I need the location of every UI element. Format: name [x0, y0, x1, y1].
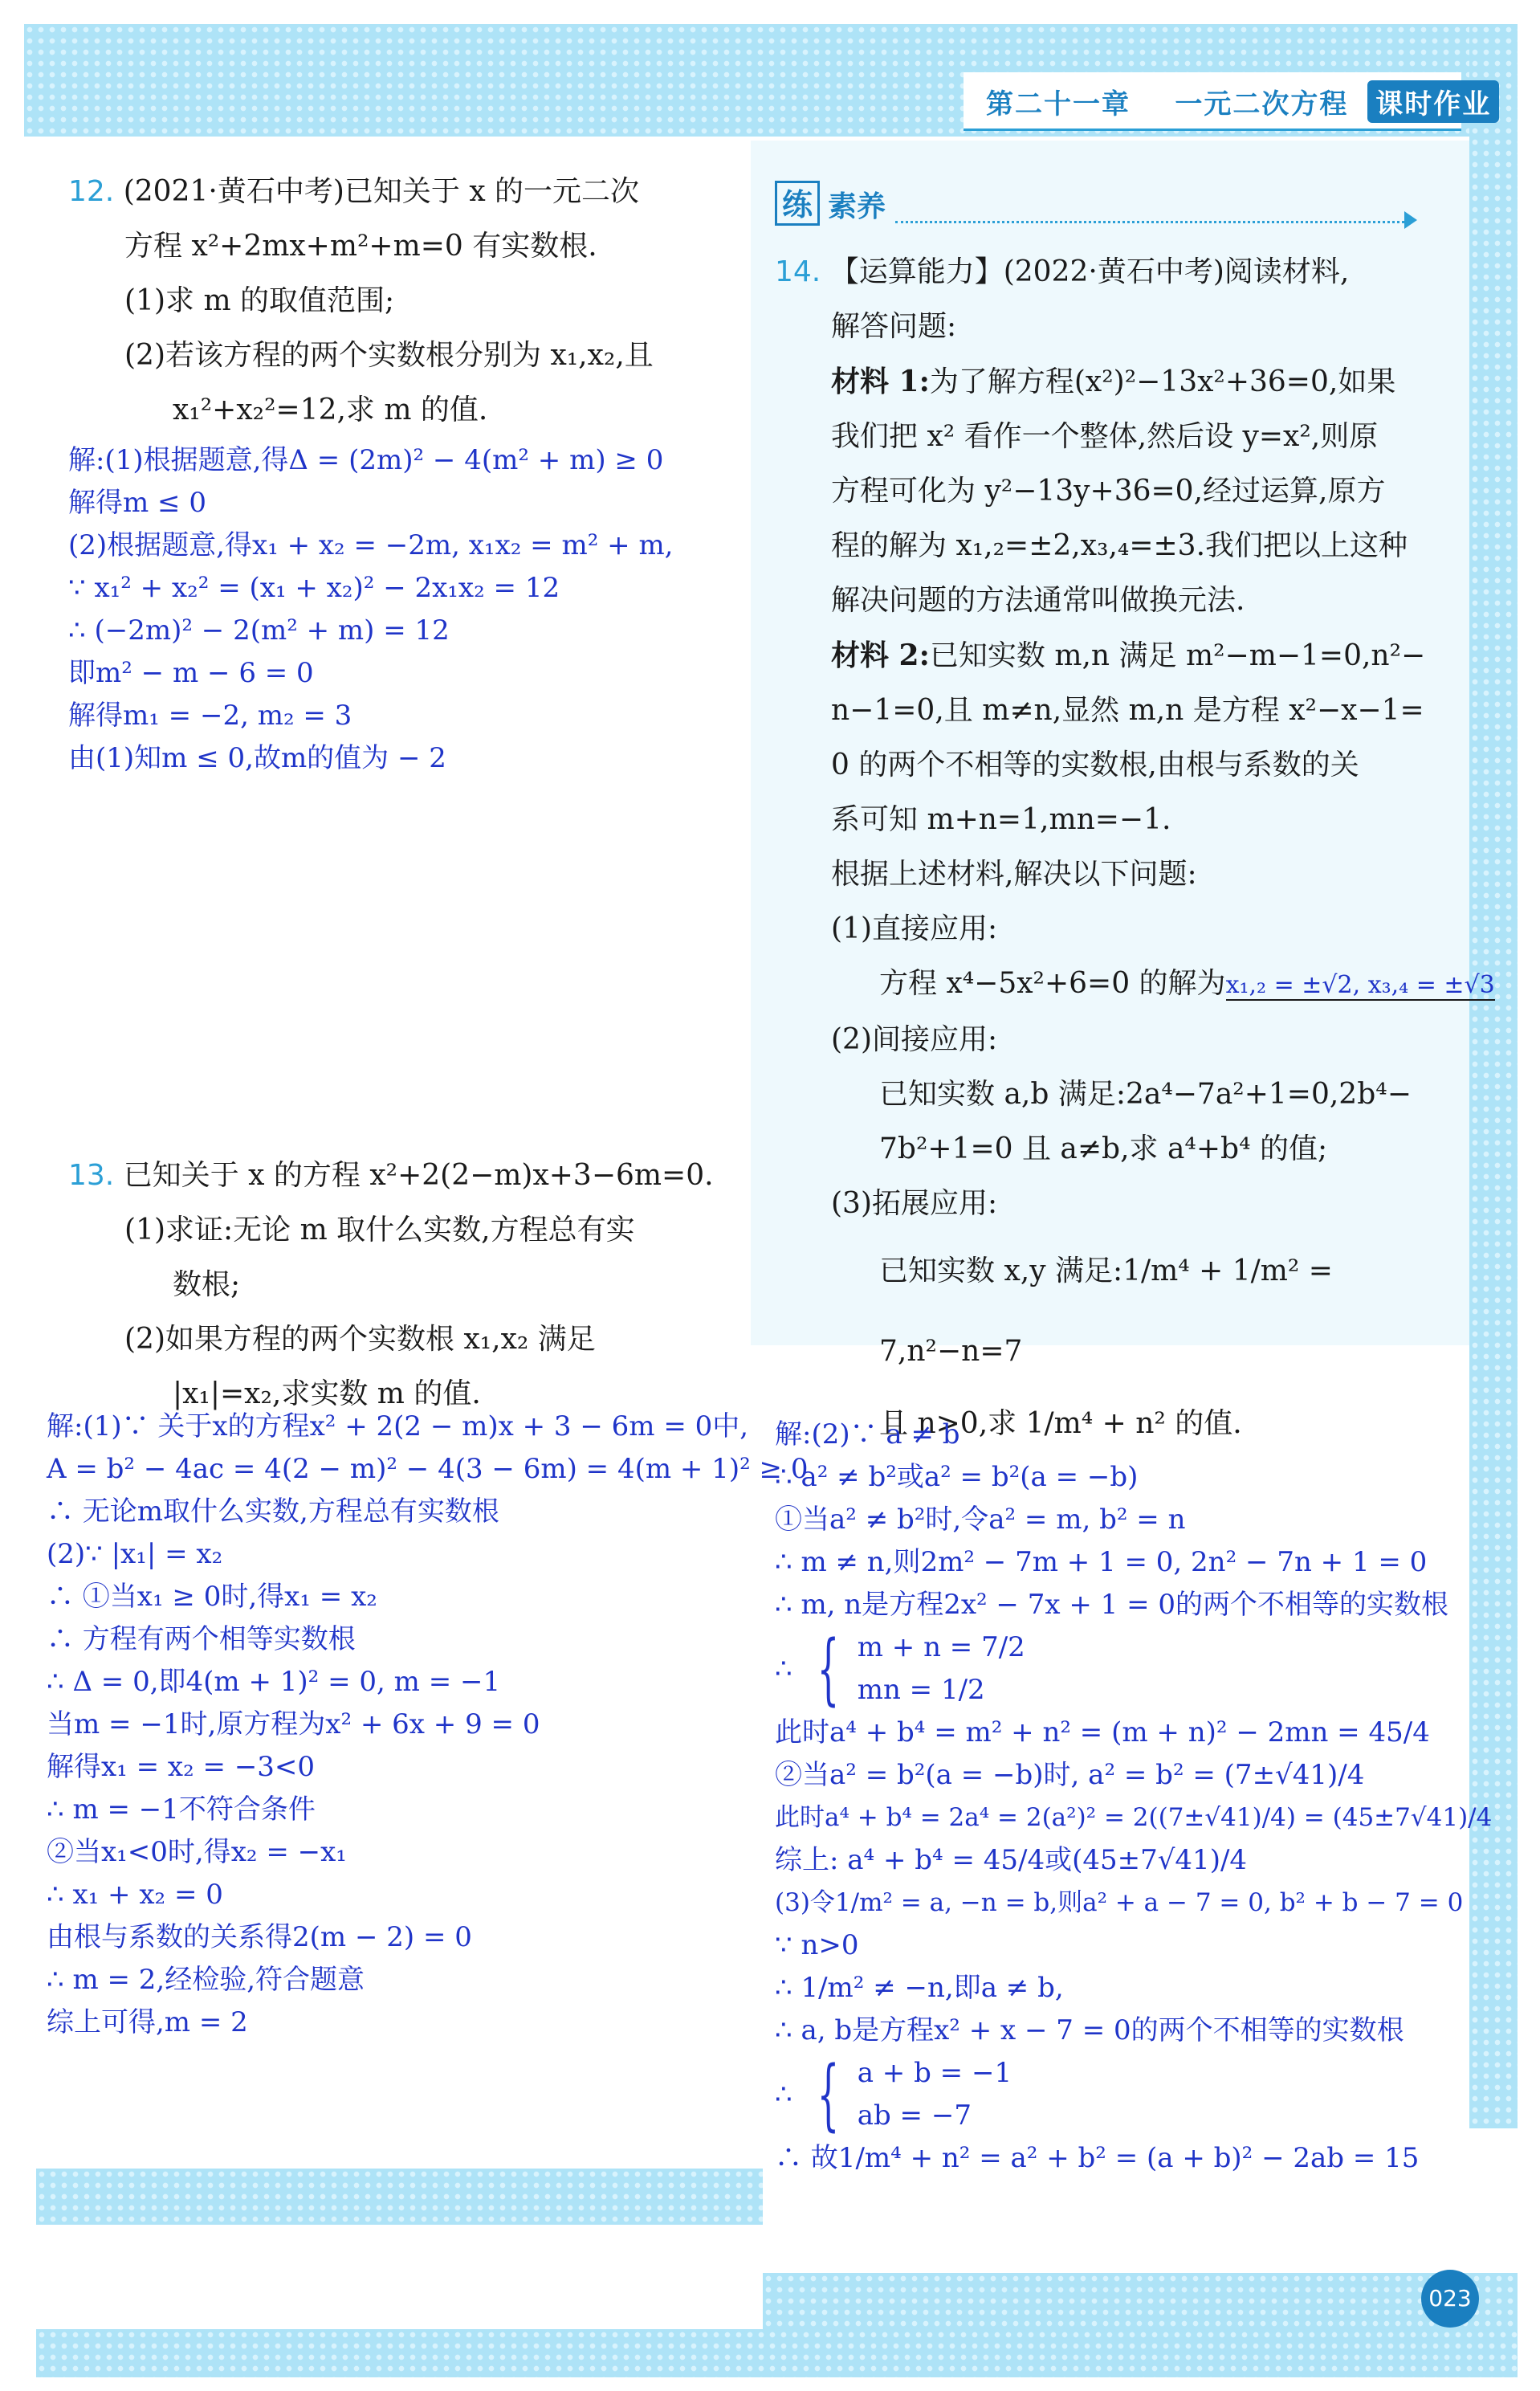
solution-line: ②当x₁<0时,得x₂ = −x₁	[47, 1836, 347, 1868]
question-12	[68, 165, 743, 780]
practice-icon: 练	[775, 181, 820, 226]
solution-line: ∴ m = 2,经检验,符合题意	[47, 1964, 365, 1996]
material-2-line: n−1=0,且 m≠n,显然 m,n 是方程 x²−x−1=	[831, 694, 1424, 727]
question-number: 13.	[68, 1159, 115, 1192]
solution-line: ∴ 1/m² ≠ −n,即a ≠ b,	[775, 1972, 1064, 2004]
brace-symbol: {	[817, 1624, 839, 1714]
solution-line: ∵ x₁² + x₂² = (x₁ + x₂)² − 2x₁x₂ = 12	[68, 572, 560, 604]
material-1-line: 我们把 x² 看作一个整体,然后设 y=x²,则原	[831, 420, 1379, 453]
solution-line: ①当a² ≠ b²时,令a² = m, b² = n	[775, 1504, 1186, 1536]
solution-line: ∵ n>0	[775, 1929, 859, 1961]
chapter-label: 第二十一章	[986, 88, 1131, 120]
solution-line: (2)根据题意,得x₁ + x₂ = −2m, x₁x₂ = m² + m,	[68, 529, 674, 561]
question-number: 14.	[775, 255, 821, 288]
section-divider	[895, 221, 1409, 223]
question-part-2-cont: x₁²+x₂²=12,求 m 的值.	[173, 394, 488, 426]
part-1-text: 方程 x⁴−5x²+6=0 的解为	[879, 967, 1226, 1000]
solution-line: ∴ 故1/m⁴ + n² = a² + b² = (a + b)² − 2ab = 15	[775, 2142, 1420, 2174]
solution-line: 解得m₁ = −2, m₂ = 3	[68, 700, 352, 732]
solution-line: ②当a² = b²(a = −b)时, a² = b² = (7±√41)/4	[775, 1759, 1365, 1791]
solution-line: ∴ a, b是方程x² + x − 7 = 0的两个不相等的实数根	[775, 2014, 1404, 2046]
page-number: 023	[1421, 2270, 1479, 2328]
solution-line: 解:(1)∵ 关于x的方程x² + 2(2 − m)x + 3 − 6m = 0中,	[47, 1410, 749, 1442]
solution-line: ∴ m = −1不符合条件	[47, 1793, 316, 1826]
question-stem: 【运算能力】(2022·黄石中考)阅读材料,	[829, 255, 1350, 288]
material-1-line: 程的解为 x₁,₂=±2,x₃,₄=±3.我们把以上这种	[831, 529, 1408, 562]
solution-line: ∴ x₁ + x₂ = 0	[47, 1879, 223, 1911]
question-stem: (2021·黄石中考)已知关于 x 的一元二次	[123, 175, 640, 208]
question-stem-cont: 方程 x²+2mx+m²+m=0 有实数根.	[124, 230, 597, 263]
therefore-symbol: ∴	[775, 2078, 792, 2111]
question-part-2: (2)如果方程的两个实数根 x₁,x₂ 满足	[124, 1323, 596, 1356]
question-14	[775, 245, 1495, 1456]
part-1-answer: x₁,₂ = ±√2, x₃,₄ = ±√3	[1225, 971, 1495, 999]
solution-line: (3)令1/m² = a, −n = b,则a² + a − 7 = 0, b² + b − 7 = 0	[775, 1888, 1464, 1917]
solution-line: 解得m ≤ 0	[68, 487, 206, 519]
solution-line: 由根与系数的关系得2(m − 2) = 0	[47, 1921, 472, 1953]
part-3-text-cont: 且 n>0,求 1/m⁴ + n² 的值.	[879, 1407, 1242, 1440]
solution-line: ∴ ①当x₁ ≥ 0时,得x₁ = x₂	[47, 1581, 377, 1613]
part-2-text-cont: 7b²+1=0 且 a≠b,求 a⁴+b⁴ 的值;	[879, 1132, 1328, 1165]
section-header	[775, 181, 1425, 229]
part-2-text: 已知实数 a,b 满足:2a⁴−7a²+1=0,2b⁴−	[879, 1078, 1412, 1111]
question-13	[68, 1149, 759, 1422]
solution-line: ∴ m, n是方程2x² − 7x + 1 = 0的两个不相等的实数根	[775, 1589, 1449, 1621]
solution-line: 解:(2)∵ a ≠ b	[775, 1418, 960, 1451]
section-title: 素养	[828, 190, 886, 223]
system-equation: a + b = −1	[857, 2057, 1012, 2089]
material-2	[775, 628, 1473, 683]
material-1-label: 材料 1:	[831, 365, 930, 398]
material-1	[775, 354, 1473, 410]
arrow-right-icon	[1404, 211, 1417, 229]
material-1-line: 方程可化为 y²−13y+36=0,经过运算,原方	[831, 475, 1386, 508]
right-bottom-dotted-band	[763, 2273, 1518, 2337]
question-part-2-cont: |x₁|=x₂,求实数 m 的值.	[173, 1377, 481, 1410]
question-stem-cont: 解答问题:	[831, 310, 957, 343]
material-2-line: 0 的两个不相等的实数根,由根与系数的关	[831, 749, 1359, 781]
question-part-2: (2)若该方程的两个实数根分别为 x₁,x₂,且	[124, 339, 654, 372]
part-1-question	[775, 957, 1495, 1013]
system-equation: ab = −7	[857, 2099, 972, 2132]
solution-line: ∴ Δ = 0,即4(m + 1)² = 0, m = −1	[47, 1666, 501, 1698]
system-equation: mn = 1/2	[857, 1674, 985, 1706]
material-2-text: 已知实数 m,n 满足 m²−m−1=0,n²−	[929, 639, 1426, 672]
page-header	[986, 80, 1499, 123]
material-2-line: 系可知 m+n=1,mn=−1.	[831, 803, 1171, 836]
system-equation: m + n = 7/2	[857, 1631, 1025, 1663]
solution-line: 即m² − m − 6 = 0	[68, 657, 314, 689]
solution-line: 当m = −1时,原方程为x² + 6x + 9 = 0	[47, 1708, 540, 1740]
instruction-text: 根据上述材料,解决以下问题:	[831, 858, 1197, 891]
solution-line: (2)∵ |x₁| = x₂	[47, 1538, 223, 1570]
solution-14	[775, 1414, 1497, 2180]
bottom-dotted-band	[36, 2329, 1518, 2377]
equation-system	[775, 2050, 1497, 2140]
part-1-title: (1)直接应用:	[831, 912, 998, 945]
solution-line: 综上可得,m = 2	[47, 2006, 248, 2038]
part-2-title: (2)间接应用:	[831, 1023, 998, 1056]
solution-line: ∴ 无论m取什么实数,方程总有实数根	[47, 1495, 499, 1528]
chapter-title: 一元二次方程	[1175, 88, 1349, 120]
solution-line: 此时a⁴ + b⁴ = 2a⁴ = 2(a²)² = 2((7±√41)/4) = (45±7√41)/4	[775, 1803, 1493, 1832]
question-stem: 已知关于 x 的方程 x²+2(2−m)x+3−6m=0.	[123, 1159, 714, 1192]
question-part-1-cont: 数根;	[173, 1268, 241, 1301]
homework-badge: 课时作业	[1367, 80, 1499, 123]
part-3-text: 已知实数 x,y 满足:1/m⁴ + 1/m² = 7,n²−n=7	[879, 1255, 1333, 1368]
solution-line: ∴ a² ≠ b²或a² = b²(a = −b)	[775, 1461, 1139, 1493]
solution-line: 由(1)知m ≤ 0,故m的值为 − 2	[68, 742, 446, 774]
question-part-1: (1)求 m 的取值范围;	[124, 284, 395, 317]
solution-line: A = b² − 4ac = 4(2 − m)² − 4(3 − 6m) = 4(m + 1)² ≥ 0	[47, 1453, 809, 1485]
equation-system	[775, 1626, 1497, 1712]
solution-13	[47, 1406, 809, 2044]
material-1-text: 为了解方程(x²)²−13x²+36=0,如果	[929, 365, 1396, 398]
solution-line: 综上: a⁴ + b⁴ = 45/4或(45±7√41)/4	[775, 1844, 1248, 1876]
material-1-line: 解决问题的方法通常叫做换元法.	[831, 584, 1245, 617]
part-3-title: (3)拓展应用:	[831, 1187, 998, 1220]
solution-line: 解得x₁ = x₂ = −3<0	[47, 1751, 316, 1783]
solution-line: ∴ (−2m)² − 2(m² + m) = 12	[68, 614, 450, 647]
solution-line: 此时a⁴ + b⁴ = m² + n² = (m + n)² − 2mn = 45/4	[775, 1716, 1430, 1748]
solution-line: ∴ 方程有两个相等实数根	[47, 1623, 356, 1655]
left-bottom-dotted-band	[36, 2169, 763, 2225]
brace-symbol: {	[817, 2050, 839, 2140]
material-2-label: 材料 2:	[831, 639, 930, 672]
question-number: 12.	[68, 175, 115, 208]
therefore-symbol: ∴	[775, 1652, 792, 1685]
solution-12	[68, 439, 743, 780]
solution-line: ∴ m ≠ n,则2m² − 7m + 1 = 0, 2n² − 7n + 1 = 0	[775, 1546, 1428, 1578]
question-part-1: (1)求证:无论 m 取什么实数,方程总有实	[124, 1214, 635, 1247]
solution-line: 解:(1)根据题意,得Δ = (2m)² − 4(m² + m) ≥ 0	[68, 444, 664, 476]
